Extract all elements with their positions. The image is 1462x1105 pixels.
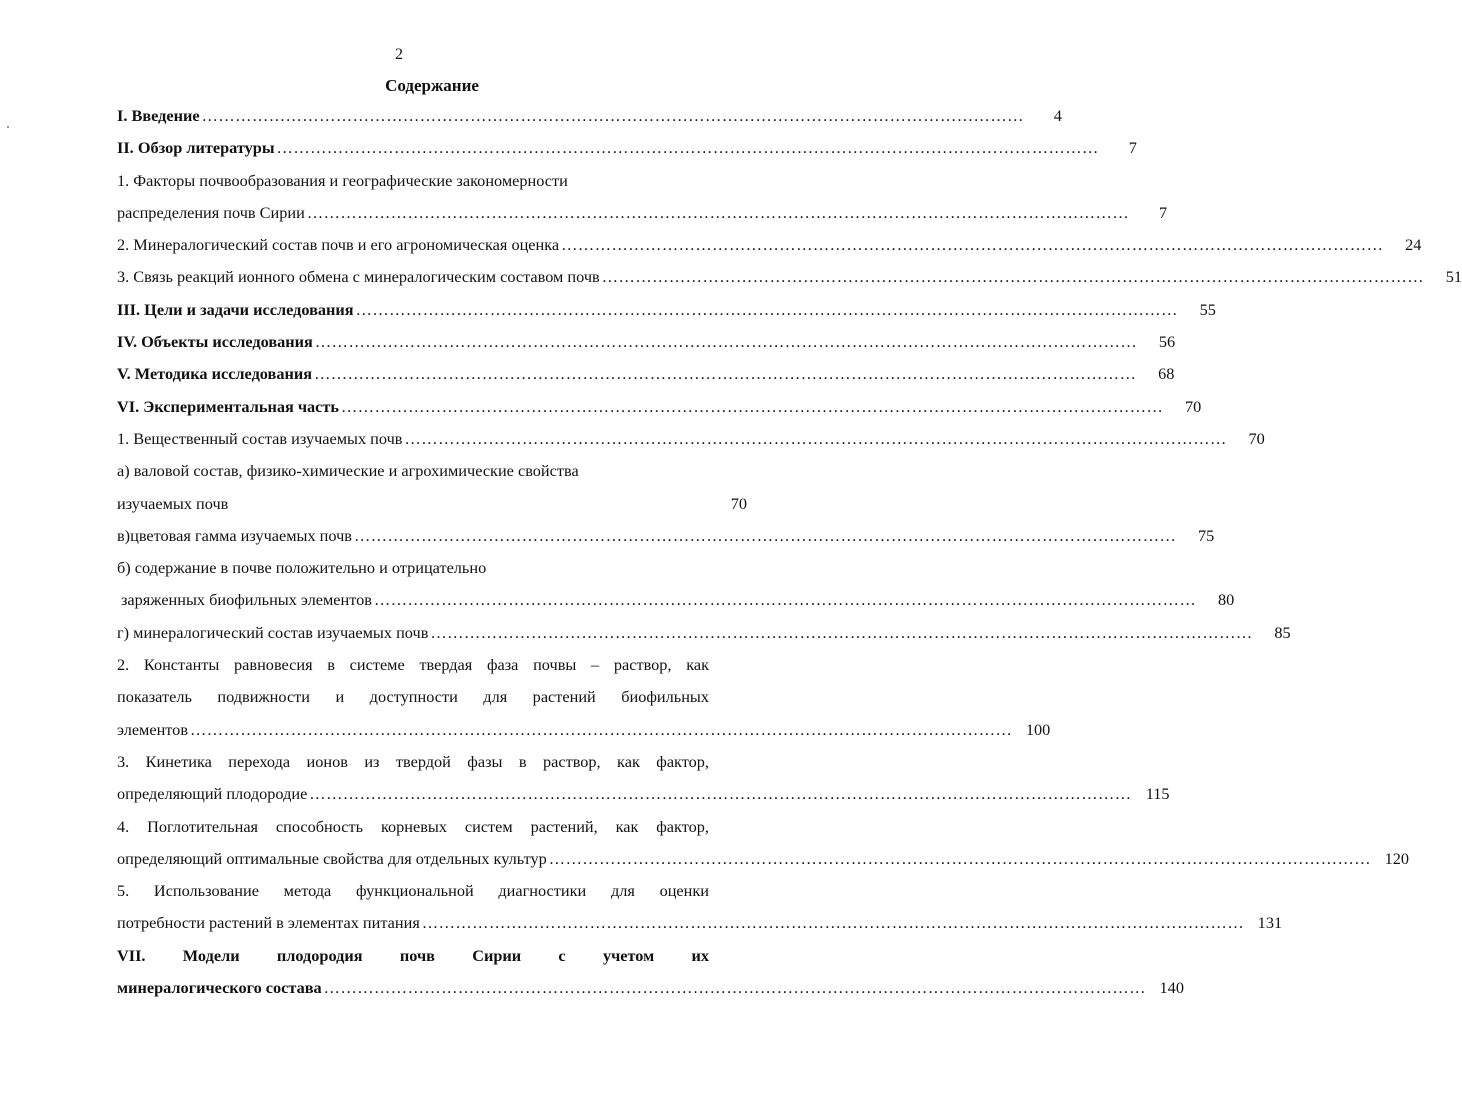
toc-entry-bulk-composition-line1 [117,455,747,487]
leader-dots [405,423,1227,455]
toc-entry-text: г) минералогический состав изучаемых почв [117,622,429,642]
toc-entry-text: 1. Вещественный состав изучаемых почв [117,428,403,448]
toc-entry-kinetics-line2 [117,778,1170,810]
page-number: 2 [395,46,403,63]
toc-entry-diagnostics-line1 [117,875,747,907]
toc-entry-page: 131 [1257,913,1283,933]
toc-entry-page: 100 [1025,719,1051,739]
toc-entry-text: б) содержание в почве положительно и отрицательно [117,558,487,578]
leader-dots [202,100,1024,132]
toc-entry-fertility-models-line1 [117,940,747,972]
toc-entry-text: 1. Факторы почвообразования и географические закономерности [117,170,568,190]
leader-dots [422,907,1244,939]
toc-entry-text: VII. Модели плодородия почв Сирии с учетом их [117,945,709,965]
table-of-contents [117,100,1462,1004]
toc-entry-literature-review [117,132,1137,164]
toc-entry-material-composition [117,423,1265,455]
toc-entry-page: 70 [1248,428,1265,448]
leader-dots [430,617,1252,649]
toc-entry-text: III. Цели и задачи исследования [117,299,354,319]
toc-entry-text: VI. Экспериментальная часть [117,396,339,416]
toc-entry-page: 115 [1145,784,1170,804]
toc-entry-text: 2. Константы равновесия в системе твердая фаза почвы – раствор, как [117,655,709,675]
toc-entry-text: I. Введение [117,106,200,125]
toc-entry-text: в)цветовая гамма изучаемых почв [117,525,352,545]
leader-dots [324,972,1146,1004]
toc-entry-text: минералогического состава [117,978,322,998]
toc-entry-charged-elements-line2 [117,584,1235,616]
toc-entry-kinetics-line1 [117,746,747,778]
toc-entry-methods [117,358,1175,390]
toc-entry-page: 140 [1159,978,1184,998]
toc-entry-page: 75 [1197,525,1215,545]
leader-dots [277,132,1099,164]
toc-entry-text: 2. Минералогический состав почв и его агрономическая оценка [117,235,560,255]
toc-title: Содержание [385,76,479,95]
toc-entry-page: 51 [1445,267,1462,287]
toc-entry-page: 80 [1217,590,1235,610]
toc-entry-text: II. Обзор литературы [117,138,275,158]
leader-dots [309,778,1131,810]
toc-entry-page: 24 [1405,235,1422,255]
toc-entry-text: распределения почв Сирии [117,202,305,222]
toc-entry-text: V. Методика исследования [117,364,313,384]
toc-entry-experimental [117,391,1202,423]
toc-entry-text: 3. Связь реакций ионного обмена с минералогическим составом почв [117,267,600,287]
toc-entry-page: 68 [1158,364,1175,384]
toc-entry-mineral-composition [117,229,1422,261]
leader-dots [190,714,1012,746]
toc-entry-equilibrium-line1 [117,649,747,681]
toc-entry-bulk-composition-line2 [117,488,747,520]
leader-dots [307,197,1129,229]
leader-dots [602,261,1424,293]
toc-entry-soil-factors-line1 [117,165,747,197]
toc-entry-page: 7 [1128,138,1137,158]
toc-entry-text: потребности растений в элементах питания [117,913,420,933]
leader-dots [374,584,1196,616]
toc-entry-equilibrium-line2 [117,681,747,713]
toc-entry-page: 70 [1185,396,1202,416]
toc-entry-text: IV. Объекты исследования [117,332,313,352]
toc-entry-text: показатель подвижности и доступности для растений биофильных [117,687,709,707]
toc-entry-page: 120 [1384,848,1410,868]
leader-dots [354,520,1176,552]
toc-entry-mineralogical [117,617,1291,649]
leader-dots [549,843,1371,875]
toc-entry-text: элементов [117,719,189,739]
scan-speck [7,126,9,128]
toc-entry-page: 4 [1053,106,1062,125]
toc-entry-text: 3. Кинетика перехода ионов из твердой фазы в раствор, как фактор, [117,751,709,771]
leader-dots [341,391,1163,423]
leader-dots [356,294,1178,326]
toc-entry-soil-factors-line2 [117,197,1168,229]
toc-entry-text: 4. Поглотительная способность корневых систем растений, как фактор, [117,816,709,836]
toc-entry-text: а) валовой состав, физико-химические и агрохимические свойства [117,461,579,481]
toc-entry-page: 56 [1158,332,1176,352]
toc-entry-text: определяющий оптимальные свойства для отдельных культур [117,848,547,868]
toc-entry-text: 5. Использование метода функциональной диагностики для оценки [117,881,709,901]
leader-dots [561,229,1383,261]
toc-entry-objects [117,326,1176,358]
toc-entry-absorption-line2 [117,843,1410,875]
toc-entry-text: изучаемых почв [117,493,229,513]
leader-dots [315,326,1137,358]
toc-entry-text: заряженных биофильных элементов [121,590,372,610]
toc-entry-text: определяющий плодородие [117,784,308,804]
toc-entry-charged-elements-line1 [117,552,747,584]
toc-entry-introduction [117,100,1062,132]
toc-entry-page: 70 [730,493,747,513]
toc-entry-page: 55 [1199,299,1216,319]
toc-entry-absorption-line1 [117,811,747,843]
toc-entry-fertility-models-line2 [117,972,1184,1004]
toc-entry-color-range [117,520,1215,552]
toc-entry-ion-exchange [117,261,1462,293]
toc-entry-equilibrium-line3 [117,714,1051,746]
toc-entry-diagnostics-line2 [117,907,1283,939]
toc-entry-goals [117,294,1216,326]
toc-entry-page: 85 [1274,622,1291,642]
leader-dots [314,358,1136,390]
toc-entry-page: 7 [1158,202,1168,222]
